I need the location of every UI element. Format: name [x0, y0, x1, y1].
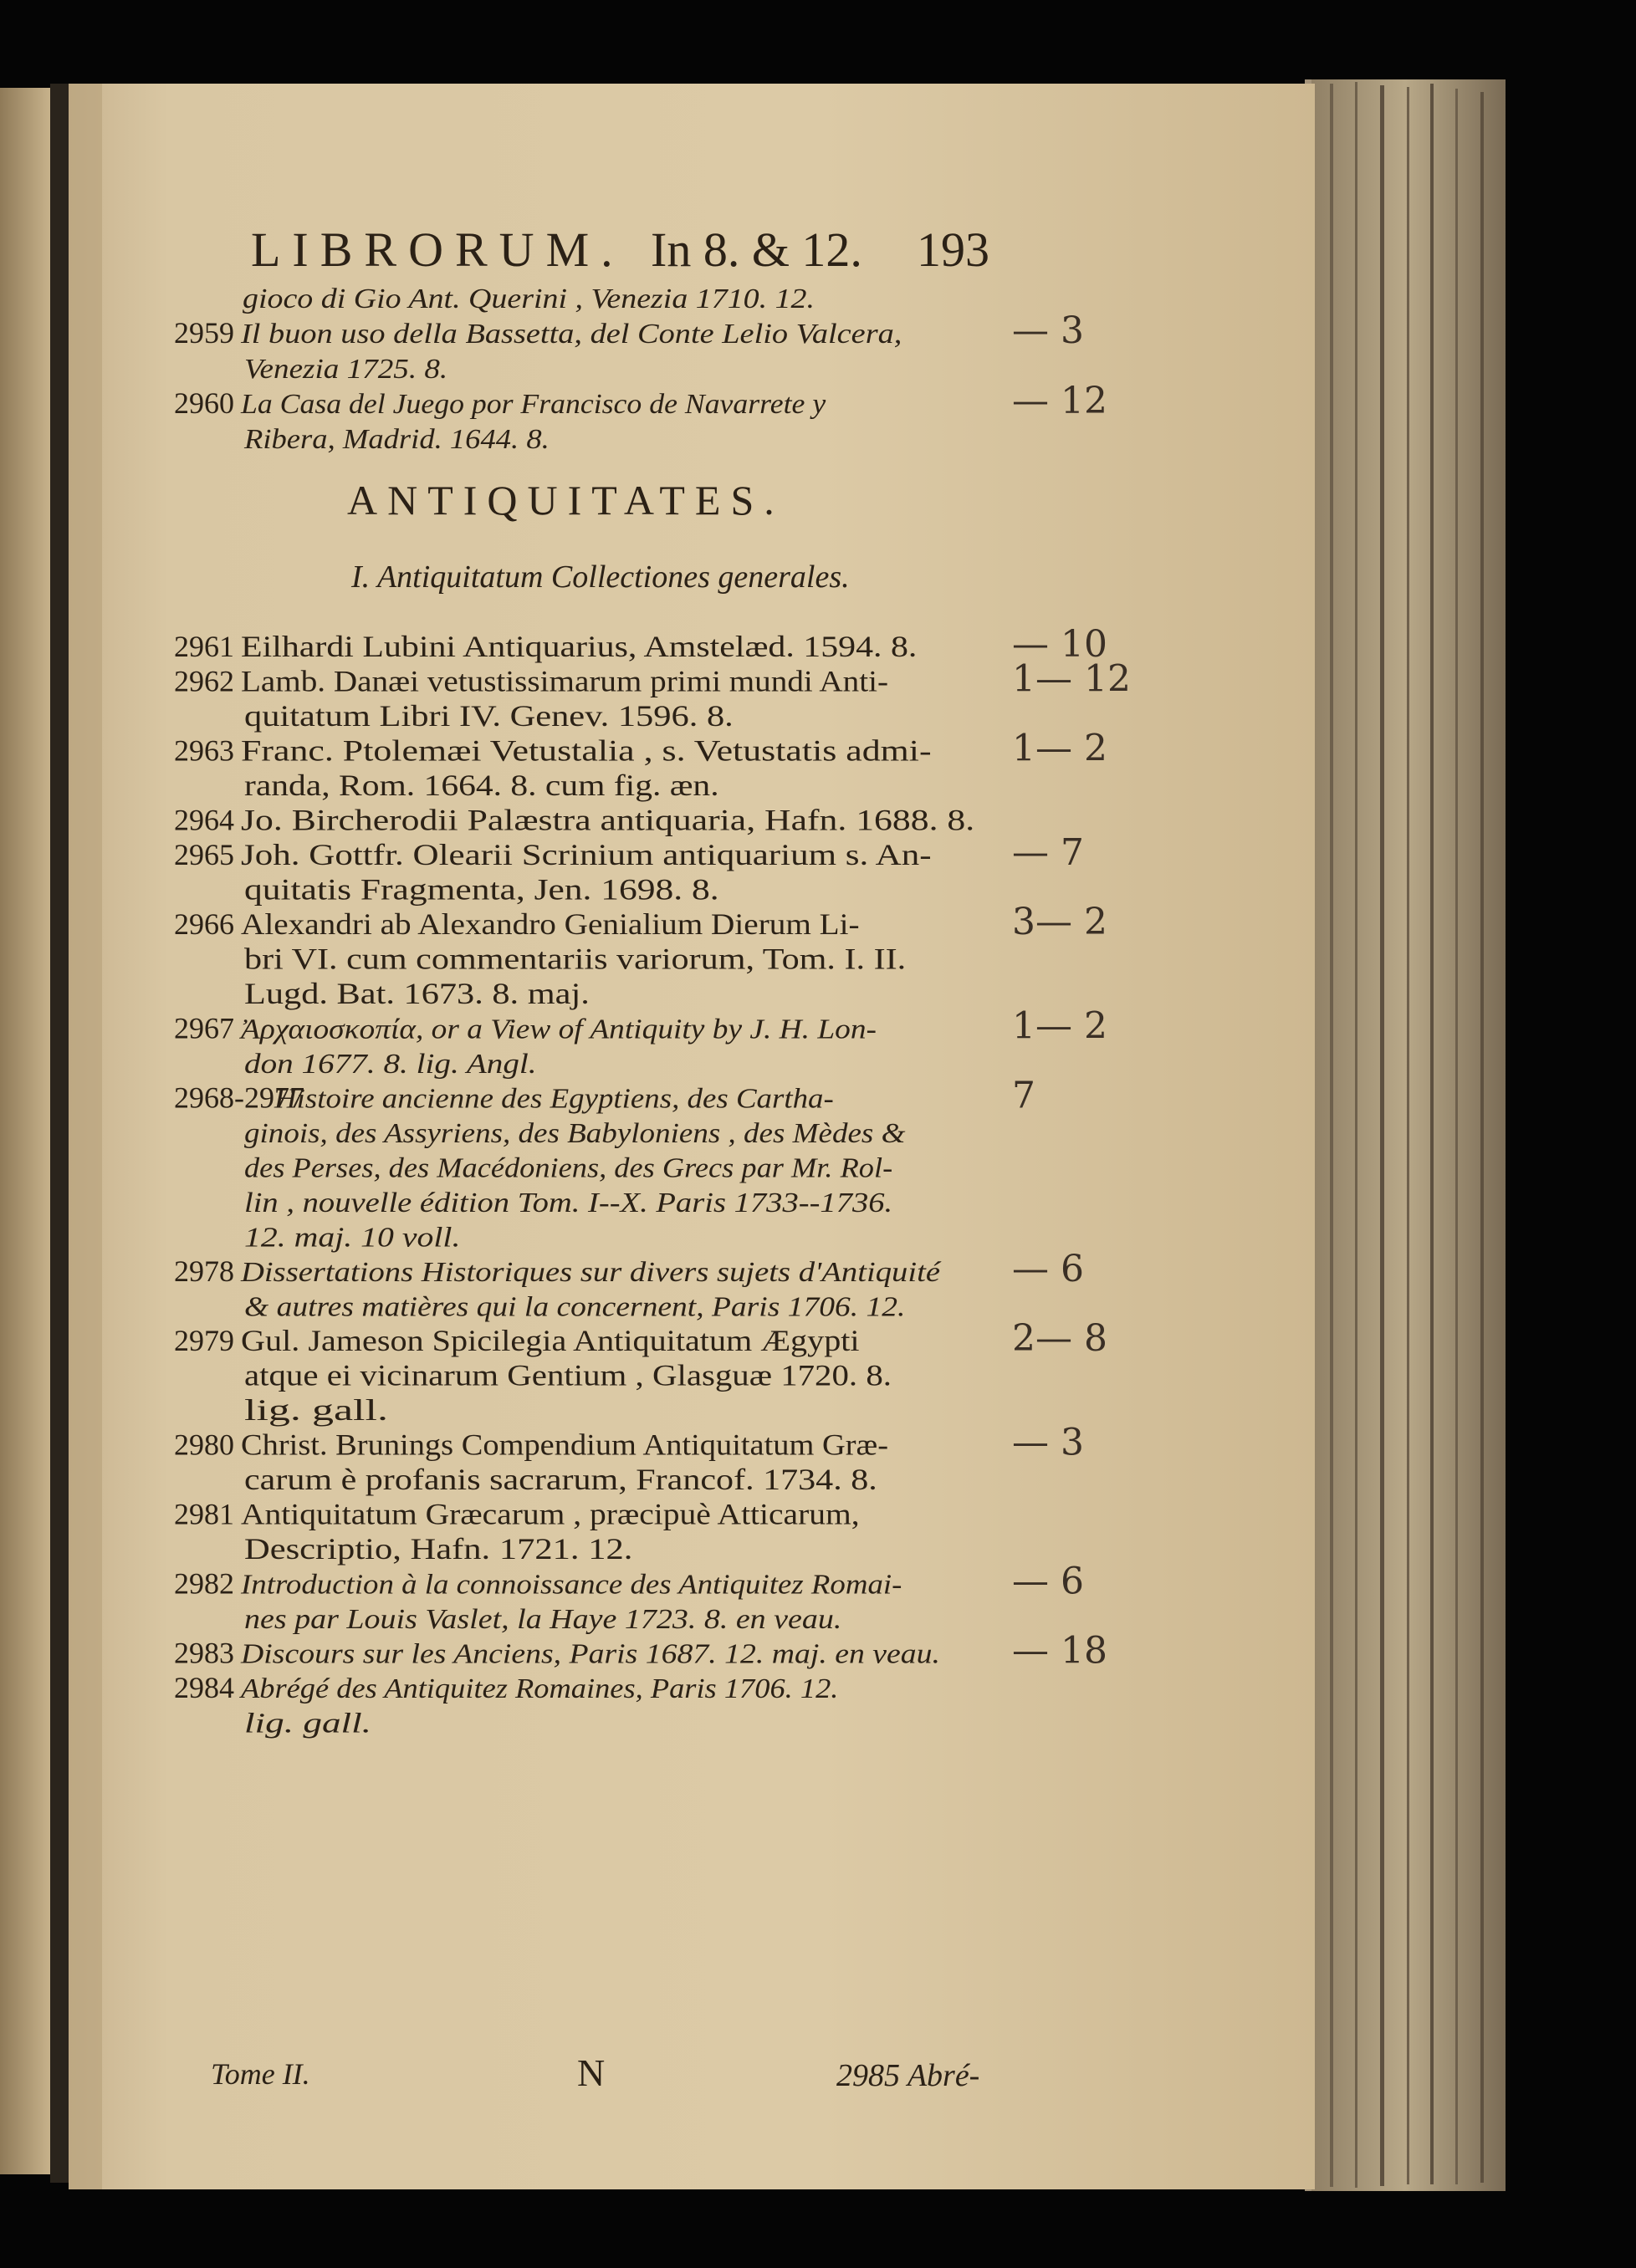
entry-line: Abrégé des Antiquitez Romaines, Paris 1706. 12. [238, 1673, 839, 1704]
entry-line: Il buon uso della Bassetta, del Conte Lelio Valcera, [239, 319, 902, 350]
entry-line: Introduction à la connoissance des Antiquitez Romai- [239, 1569, 902, 1601]
entry-line: quitatis Fragmenta, Jen. 1698. 8. [244, 872, 719, 907]
running-title: LIBRORUM. [251, 222, 625, 277]
handwritten-price: — 3 [1012, 1421, 1084, 1464]
format-note: In 8. & 12. [651, 222, 862, 277]
entry-number: 2965 [174, 838, 234, 871]
entry-line: Dissertations Historiques sur divers sujets d'Antiquité [239, 1257, 943, 1288]
handwritten-price: — 10 [1012, 623, 1107, 666]
entry-line: & autres matières qui la concernent, Paris 1706. 12. [244, 1291, 906, 1323]
entry-line: Ribera, Madrid. 1644. 8. [243, 424, 550, 455]
entry-number: 2966 [174, 907, 234, 941]
entry-line: Joh. Gottfr. Olearii Scrinium antiquarium s. An- [241, 838, 932, 871]
entry-number: 2959 [174, 316, 234, 350]
entry-line: Venezia 1725. 8. [244, 354, 448, 385]
entry-number: 2962 [174, 664, 234, 698]
entry-number: 2980 [174, 1428, 234, 1462]
signature-mark: N [577, 2051, 606, 2094]
entry-line: atque ei vicinarum Gentium , Glasguæ 1720. 8. [244, 1358, 892, 1392]
entry-line: Descriptio, Hafn. 1721. 12. [244, 1532, 633, 1566]
entry-line: lig. gall. [244, 1708, 371, 1739]
entry-line: don 1677. 8. lig. Angl. [244, 1049, 537, 1080]
handwritten-price: — 3 [1012, 309, 1084, 352]
handwritten-price: 1— 12 [1012, 657, 1131, 701]
catchword: 2985 Abré- [836, 2058, 980, 2093]
entry-line: 12. maj. 10 voll. [244, 1222, 461, 1254]
facing-page [0, 88, 52, 2174]
entry-number: 2961 [174, 630, 234, 663]
entry-line: Discours sur les Anciens, Paris 1687. 12. maj. en veau. [239, 1638, 940, 1670]
entry-line: Ἀρχαιοσκοπία, or a View of Antiquity by J. H. Lon- [238, 1014, 877, 1045]
entry-number: 2964 [174, 803, 234, 837]
entry-line: Lamb. Danæi vetustissimarum primi mundi Anti- [241, 664, 888, 698]
entry-line: La Casa del Juego por Francisco de Navarrete y [239, 389, 827, 420]
entry-number: 2968-2977 [174, 1080, 304, 1115]
entry-number: 2984 [174, 1671, 234, 1704]
entry-line: nes par Louis Vaslet, la Haye 1723. 8. en veau. [244, 1604, 842, 1635]
entry-line: Histoire ancienne des Egyptiens, des Cartha- [273, 1083, 834, 1115]
handwritten-price: 1— 2 [1012, 1004, 1107, 1048]
entry-line: Gul. Jameson Spicilegia Antiquitatum Ægypti [241, 1324, 860, 1357]
entry-number: 2981 [174, 1497, 234, 1531]
entry-number: 2983 [174, 1636, 234, 1670]
entry-line: des Perses, des Macédoniens, des Grecs par Mr. Rol- [244, 1152, 893, 1184]
catalog-entry [243, 284, 815, 314]
entry-line: ginois, des Assyriens, des Babyloniens , des Mèdes & [244, 1118, 906, 1149]
handwritten-price: 7 [1012, 1074, 1035, 1117]
entry-number: 2960 [174, 386, 234, 420]
entry-line: quitatum Libri IV. Genev. 1596. 8. [244, 699, 734, 733]
handwritten-price: — 12 [1012, 380, 1107, 422]
entry-number: 2967 [174, 1011, 234, 1045]
binding-gutter [50, 84, 69, 2183]
page-shadow [69, 84, 102, 2189]
entry-line: randa, Rom. 1664. 8. cum fig. æn. [244, 769, 719, 802]
section-subtitle: I. Antiquitatum Collectiones generales. [351, 559, 850, 595]
handwritten-price: — 6 [1012, 1560, 1084, 1603]
tome-label: Tome II. [211, 2057, 310, 2091]
entry-number: 2982 [174, 1566, 234, 1601]
entry-line: Christ. Brunings Compendium Antiquitatum Græ- [241, 1428, 888, 1462]
entry-number: 2963 [174, 733, 234, 768]
entry-line: lig. gall. [244, 1393, 388, 1427]
handwritten-price: — 7 [1012, 831, 1084, 874]
handwritten-price: 1— 2 [1012, 727, 1107, 770]
entry-line: Eilhardi Lubini Antiquarius, Amstelæd. 1594. 8. [241, 630, 918, 663]
handwritten-price: — 18 [1012, 1629, 1107, 1673]
entry-line: Lugd. Bat. 1673. 8. maj. [244, 977, 590, 1010]
catalog-entry [174, 804, 974, 837]
page-edge-stack [1305, 79, 1506, 2191]
entry-line: Alexandri ab Alexandro Genialium Dierum Li- [241, 907, 860, 941]
section-title: ANTIQUITATES. [347, 477, 785, 524]
entry-line: Antiquitatum Græcarum , præcipuè Atticarum, [241, 1497, 860, 1531]
handwritten-price: 3— 2 [1012, 901, 1107, 943]
handwritten-price: 2— 8 [1012, 1317, 1107, 1360]
handwritten-price: — 6 [1012, 1248, 1084, 1290]
entry-line: Jo. Bircherodii Palæstra antiquaria, Hafn. 1688. 8. [241, 803, 975, 837]
entry-line: bri VI. cum commentariis variorum, Tom. I. II. [244, 942, 907, 976]
page-number: 193 [917, 222, 989, 277]
entry-number: 2978 [174, 1254, 234, 1288]
entry-line: lin , nouvelle édition Tom. I--X. Paris 1733--1736. [244, 1188, 893, 1218]
entry-number: 2979 [174, 1324, 234, 1357]
entry-line: carum è profanis sacrarum, Francof. 1734. 8. [244, 1463, 877, 1496]
entry-line: gioco di Gio Ant. Querini , Venezia 1710. 12. [243, 284, 815, 314]
entry-line: Franc. Ptolemæi Vetustalia , s. Vetustatis admi- [241, 733, 932, 768]
